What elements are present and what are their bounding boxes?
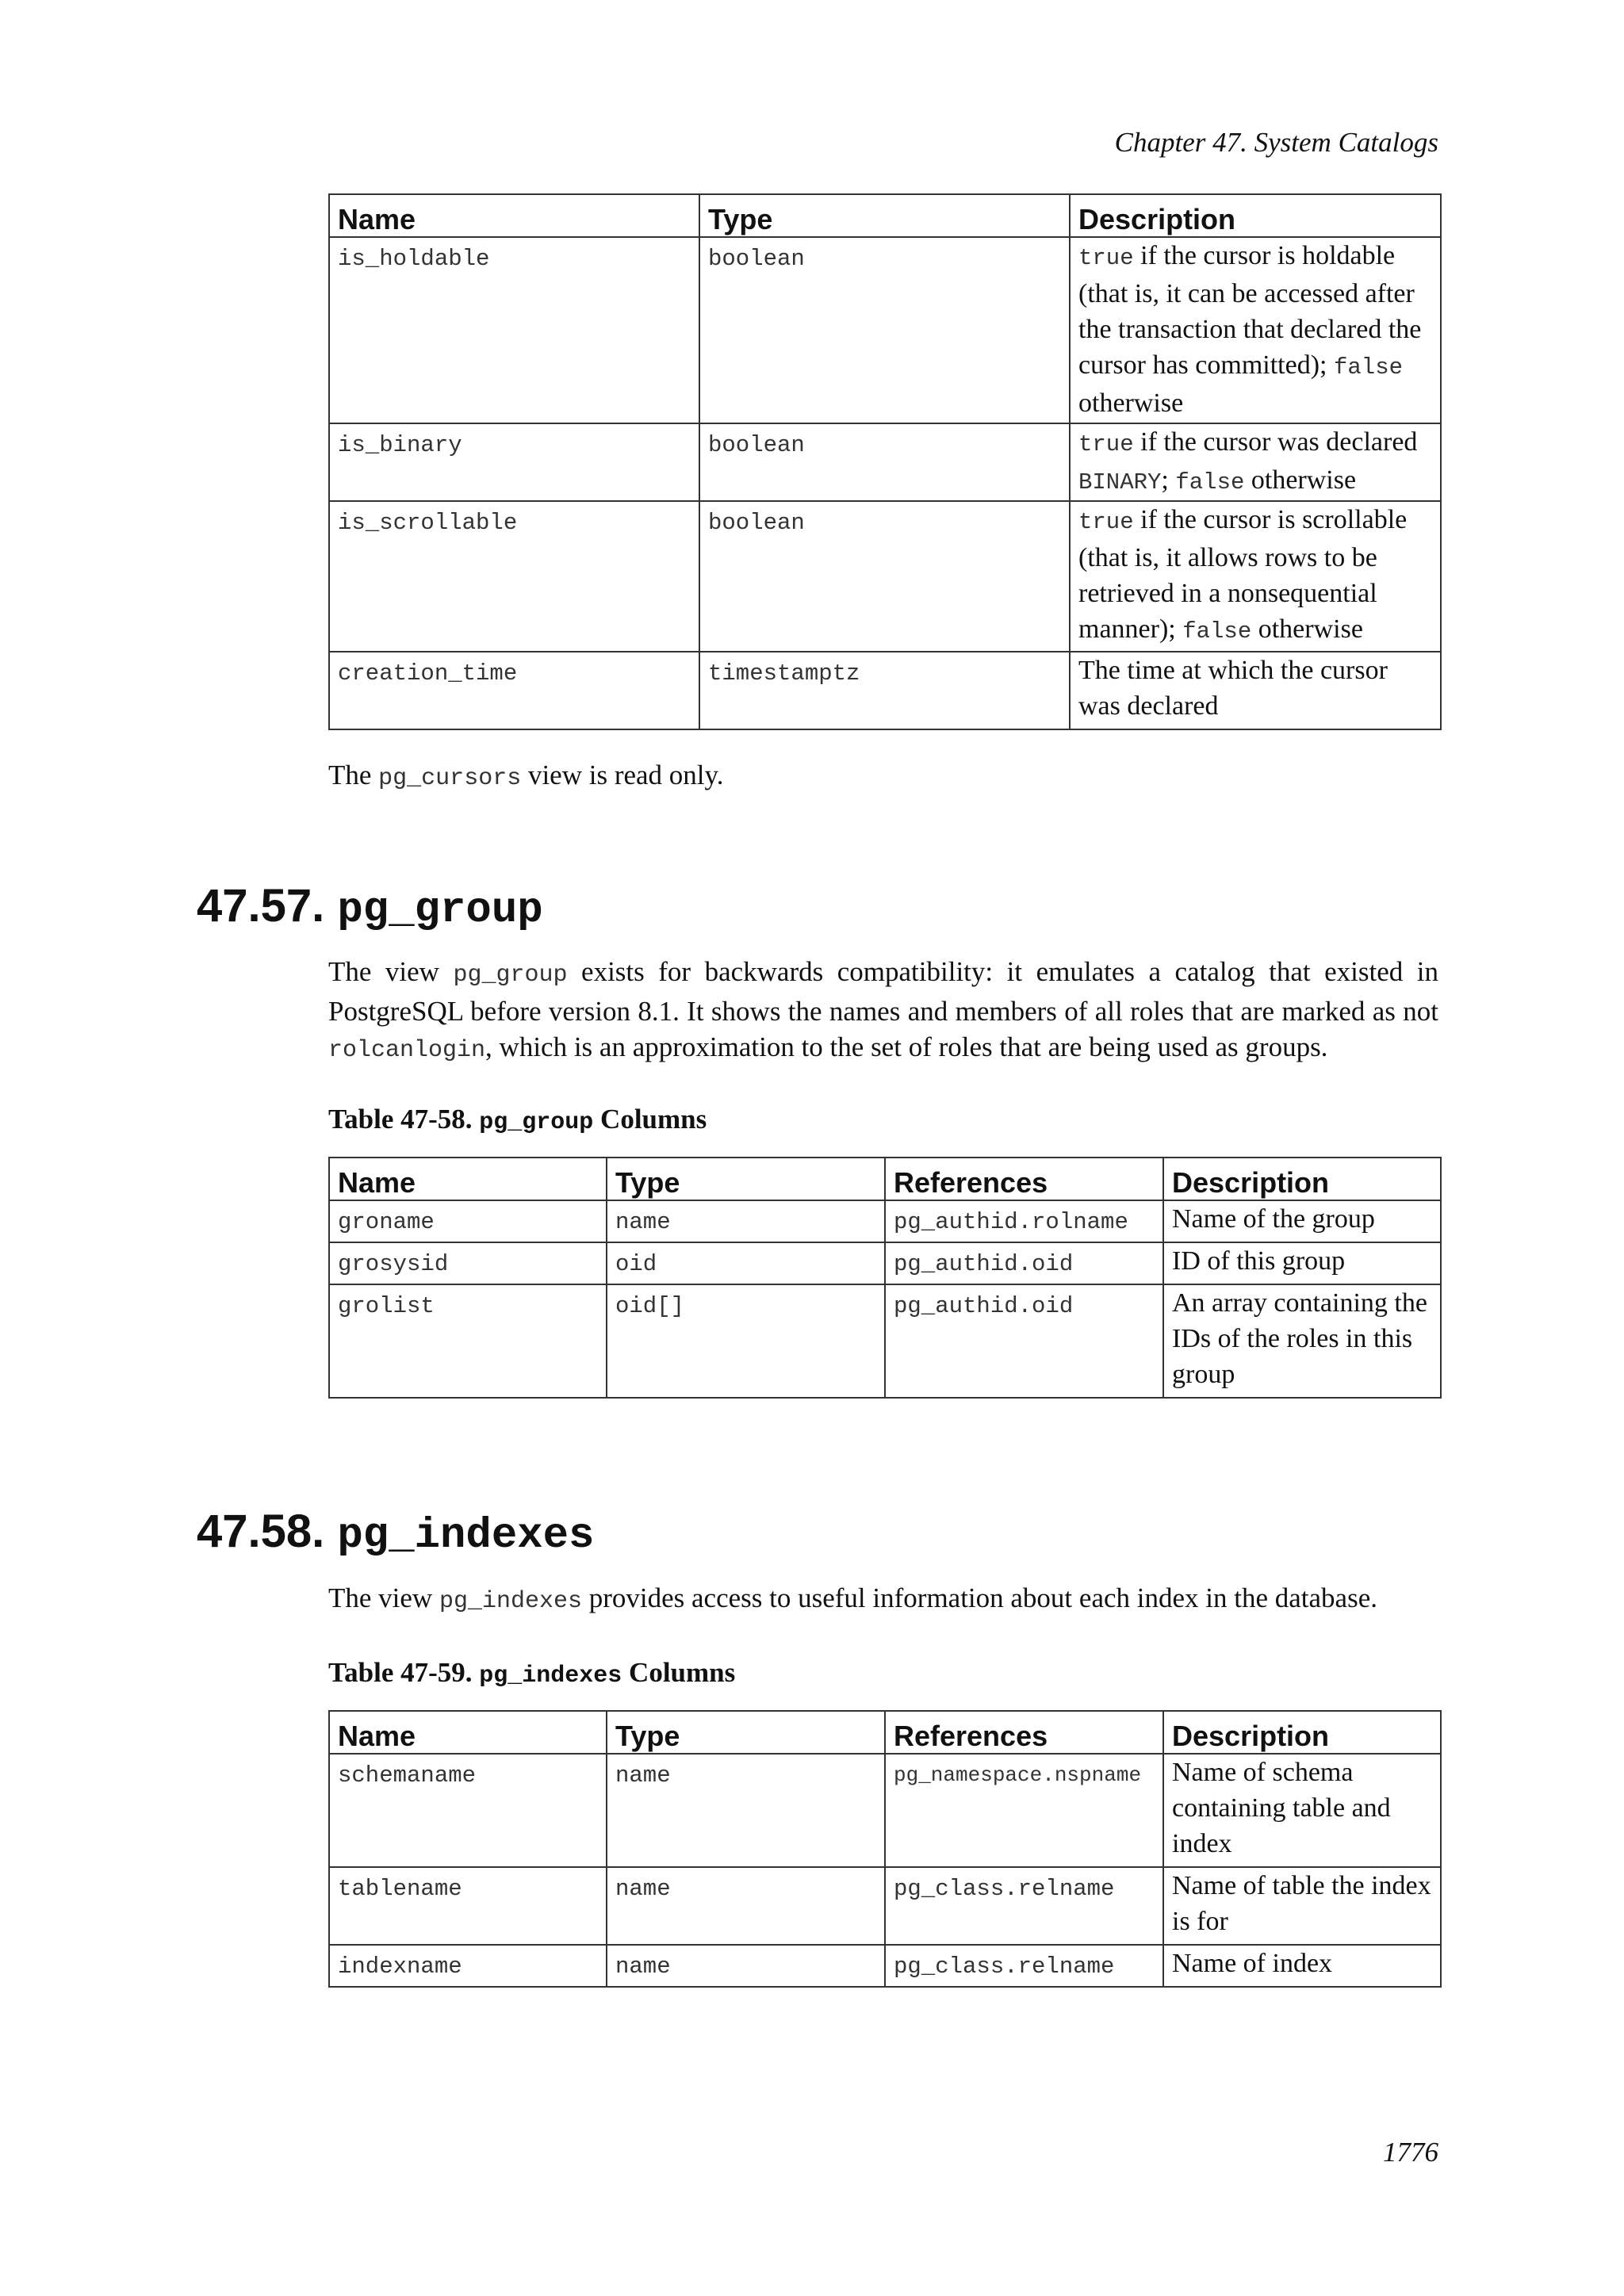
column-header: Type	[699, 194, 1070, 237]
section-paragraph	[328, 954, 1438, 1069]
cell-type: name	[607, 1867, 885, 1945]
cell-type: name	[607, 1200, 885, 1242]
cell-references: pg_class.relname	[885, 1945, 1163, 1987]
code-literal: BINARY	[1078, 469, 1162, 496]
cell-description	[1070, 237, 1441, 423]
section-name: pg_indexes	[337, 1512, 595, 1560]
cell-type: timestamptz	[699, 652, 1070, 729]
code-literal: pg_group	[453, 962, 568, 989]
code-literal: rolcanlogin	[328, 1037, 486, 1064]
cell-name: groname	[329, 1200, 607, 1242]
description-text: if the cursor was declared	[1133, 427, 1418, 457]
code-literal: true	[1078, 509, 1134, 535]
table-row	[329, 423, 1441, 501]
paragraph-text: exists for backwards compatibility: it emulates a catalog that existed in PostgreSQL before version 8.1. It shows the names and members of all roles that are marked as not	[328, 956, 1438, 1027]
column-header: Description	[1070, 194, 1441, 237]
column-header: References	[885, 1711, 1163, 1754]
cell-name: tablename	[329, 1867, 607, 1945]
cell-references: pg_authid.oid	[885, 1242, 1163, 1284]
column-header: Name	[329, 1158, 607, 1200]
cursors-note	[328, 757, 1438, 797]
cell-description: Name of schema containing table and index	[1163, 1754, 1441, 1867]
description-text: ;	[1161, 465, 1176, 495]
code-literal: pg_indexes	[439, 1588, 582, 1615]
paragraph-text: provides access to useful information about each index in the database.	[581, 1582, 1377, 1613]
running-header: Chapter 47. System Catalogs	[1114, 127, 1438, 158]
cell-description: Name of index	[1163, 1945, 1441, 1987]
cell-references: pg_class.relname	[885, 1867, 1163, 1945]
column-header: Type	[607, 1711, 885, 1754]
caption-suffix: Columns	[593, 1104, 707, 1135]
cell-name: grosysid	[329, 1242, 607, 1284]
cell-description: Name of the group	[1163, 1200, 1441, 1242]
table-row	[329, 1242, 1441, 1284]
table-header-row	[329, 1711, 1441, 1754]
description-text: if the cursor is holdable (that is, it can be accessed after the transaction that declared the cursor has committed);	[1078, 241, 1422, 380]
description-text: otherwise	[1244, 465, 1357, 495]
description-text: otherwise	[1251, 614, 1363, 644]
caption-label: Table 47-59.	[328, 1657, 480, 1688]
cell-references: pg_namespace.nspname	[885, 1754, 1163, 1867]
section-number: 47.58.	[197, 1506, 325, 1557]
pg-indexes-table	[328, 1710, 1442, 1988]
cell-type: boolean	[699, 423, 1070, 501]
description-text: otherwise	[1078, 388, 1184, 418]
table-row	[329, 1200, 1441, 1242]
note-text: view is read only.	[521, 760, 724, 790]
paragraph-text: The view	[328, 1582, 439, 1613]
code-literal: false	[1333, 354, 1403, 381]
paragraph-text: , which is an approximation to the set of roles that are being used as groups.	[485, 1031, 1328, 1062]
cell-description: An array containing the IDs of the roles in this group	[1163, 1284, 1441, 1398]
pg-group-table	[328, 1157, 1442, 1399]
caption-suffix: Columns	[622, 1657, 736, 1688]
cell-name: creation_time	[329, 652, 699, 729]
cell-type: oid[]	[607, 1284, 885, 1398]
section-paragraph	[328, 1580, 1438, 1620]
cell-name: indexname	[329, 1945, 607, 1987]
column-header: Name	[329, 194, 699, 237]
cell-description: Name of table the index is for	[1163, 1867, 1441, 1945]
cell-type: boolean	[699, 501, 1070, 652]
cell-description	[1070, 423, 1441, 501]
cell-references: pg_authid.rolname	[885, 1200, 1163, 1242]
caption-code: pg_group	[479, 1109, 594, 1136]
code-literal: false	[1182, 618, 1252, 645]
table-caption	[328, 1104, 707, 1136]
cell-description: ID of this group	[1163, 1242, 1441, 1284]
cell-name: schemaname	[329, 1754, 607, 1867]
section-heading-pg-indexes	[197, 1504, 594, 1564]
page-number: 1776	[1383, 2137, 1438, 2168]
cell-type: name	[607, 1754, 885, 1867]
description-text: if the cursor is scrollable (that is, it allows rows to be retrieved in a nonsequential manner);	[1078, 505, 1408, 644]
cell-description	[1070, 501, 1441, 652]
section-name: pg_group	[337, 886, 543, 935]
code-literal: false	[1175, 469, 1245, 496]
cell-type: oid	[607, 1242, 885, 1284]
column-header: Description	[1163, 1158, 1441, 1200]
paragraph-text: The view	[328, 956, 454, 987]
code-literal: true	[1078, 245, 1134, 271]
cell-name: is_binary	[329, 423, 699, 501]
cell-type: name	[607, 1945, 885, 1987]
caption-label: Table 47-58.	[328, 1104, 480, 1135]
section-heading-pg-group	[197, 878, 543, 939]
code-literal: pg_cursors	[378, 765, 522, 792]
table-row	[329, 501, 1441, 652]
column-header: Type	[607, 1158, 885, 1200]
cell-type: boolean	[699, 237, 1070, 423]
caption-code: pg_indexes	[479, 1663, 622, 1689]
table-row	[329, 1945, 1441, 1987]
cell-name: is_scrollable	[329, 501, 699, 652]
table-header-row	[329, 1158, 1441, 1200]
column-header: References	[885, 1158, 1163, 1200]
column-header: Name	[329, 1711, 607, 1754]
cell-name: is_holdable	[329, 237, 699, 423]
column-header: Description	[1163, 1711, 1441, 1754]
table-row	[329, 1284, 1441, 1398]
code-literal: true	[1078, 431, 1134, 457]
table-header-row	[329, 194, 1441, 237]
section-number: 47.57.	[197, 880, 325, 932]
table-row	[329, 237, 1441, 423]
cell-name: grolist	[329, 1284, 607, 1398]
table-row	[329, 1754, 1441, 1867]
cell-description: The time at which the cursor was declared	[1070, 652, 1441, 729]
cell-references: pg_authid.oid	[885, 1284, 1163, 1398]
table-row	[329, 1867, 1441, 1945]
note-text: The	[328, 760, 379, 790]
table-row	[329, 652, 1441, 729]
cursors-table	[328, 193, 1442, 730]
table-caption	[328, 1657, 735, 1689]
